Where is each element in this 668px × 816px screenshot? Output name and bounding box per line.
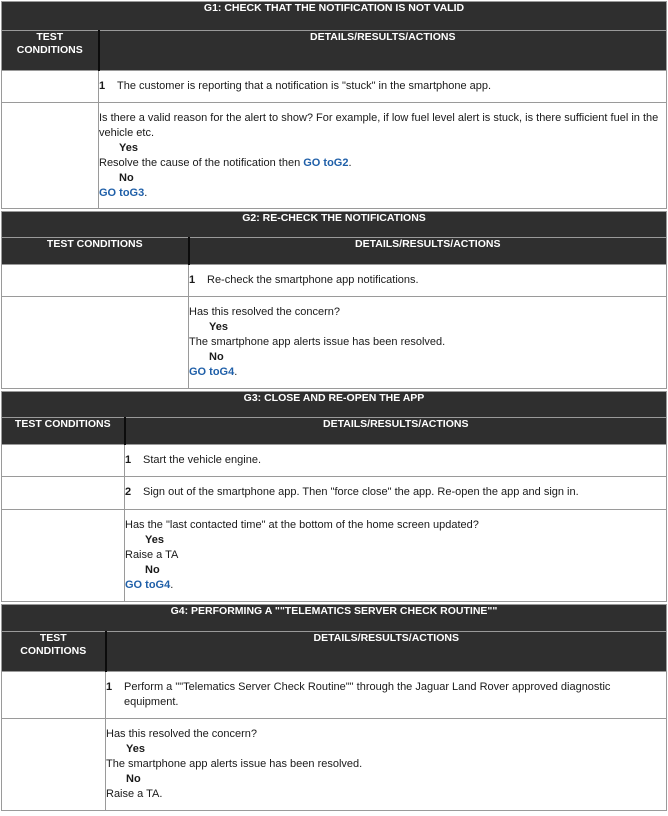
col-header-test-conditions: TEST CONDITIONS — [2, 418, 125, 445]
conditions-cell — [2, 297, 189, 389]
no-action: GO toG4. — [189, 366, 238, 378]
conditions-cell — [2, 103, 99, 209]
conditions-cell — [2, 477, 125, 510]
result-block — [189, 297, 667, 389]
section-g1 — [1, 1, 667, 209]
step-row — [106, 672, 667, 719]
step-number: 1 — [99, 80, 106, 92]
conditions-cell — [2, 719, 106, 811]
goto-g3-link[interactable]: GO toG3 — [99, 187, 145, 199]
no-label: No — [126, 773, 141, 785]
step-number: 1 — [125, 454, 132, 466]
conditions-cell — [2, 445, 125, 477]
conditions-cell — [2, 672, 106, 719]
step-text: Start the vehicle engine. — [143, 454, 262, 466]
result-block — [106, 719, 667, 811]
yes-label: Yes — [119, 142, 138, 154]
page — [0, 1, 668, 816]
col-header-details: DETAILS/RESULTS/ACTIONS — [189, 238, 667, 265]
goto-g4-link[interactable]: GO toG4 — [189, 366, 235, 378]
step-text: Perform a ""Telematics Server Check Routine"" through the Jaguar Land Rover approved diagnostic equipment. — [124, 681, 611, 708]
step-text: Re-check the smartphone app notifications. — [207, 274, 419, 286]
goto-g4-link[interactable]: GO toG4 — [125, 579, 171, 591]
step-number: 1 — [189, 274, 196, 286]
step-row — [189, 265, 667, 297]
section-g2 — [1, 211, 667, 389]
section-title: G2: RE-CHECK THE NOTIFICATIONS — [2, 212, 667, 238]
step-text: The customer is reporting that a notification is "stuck" in the smartphone app. — [117, 80, 492, 92]
no-label: No — [209, 351, 224, 363]
step-row — [125, 477, 667, 510]
section-title: G4: PERFORMING A ""TELEMATICS SERVER CHECK ROUTINE"" — [2, 605, 667, 632]
yes-label: Yes — [145, 534, 164, 546]
question-text: Is there a valid reason for the alert to show? For example, if low fuel level alert is stuck, is there sufficient fuel in the vehicle etc. — [99, 112, 659, 139]
step-row — [99, 71, 667, 103]
result-block — [125, 510, 667, 602]
goto-g2-link[interactable]: GO toG2 — [303, 157, 349, 169]
step-number: 2 — [125, 486, 132, 498]
yes-action: Resolve the cause of the notification then GO toG2. — [99, 157, 352, 169]
question-text: Has the "last contacted time" at the bottom of the home screen updated? — [125, 519, 479, 531]
yes-label: Yes — [126, 743, 145, 755]
conditions-cell — [2, 510, 125, 602]
col-header-details: DETAILS/RESULTS/ACTIONS — [106, 632, 667, 672]
yes-action: The smartphone app alerts issue has been resolved. — [189, 336, 446, 348]
no-action: Raise a TA. — [106, 788, 163, 800]
section-g4 — [1, 604, 667, 811]
step-number: 1 — [106, 681, 113, 693]
yes-action: The smartphone app alerts issue has been resolved. — [106, 758, 363, 770]
question-text: Has this resolved the concern? — [189, 306, 341, 318]
col-header-test-conditions: TEST CONDITIONS — [2, 238, 189, 265]
conditions-cell — [2, 265, 189, 297]
col-header-test-conditions: TEST CONDITIONS — [2, 31, 99, 71]
yes-label: Yes — [209, 321, 228, 333]
no-label: No — [119, 172, 134, 184]
question-text: Has this resolved the concern? — [106, 728, 258, 740]
no-action: GO toG4. — [125, 579, 174, 591]
section-g3 — [1, 391, 667, 602]
no-label: No — [145, 564, 160, 576]
no-action: GO toG3. — [99, 187, 148, 199]
conditions-cell — [2, 71, 99, 103]
section-title: G3: CLOSE AND RE-OPEN THE APP — [2, 392, 667, 418]
step-text: Sign out of the smartphone app. Then "force close" the app. Re-open the app and sign in. — [143, 486, 579, 498]
result-block — [99, 103, 667, 209]
section-title: G1: CHECK THAT THE NOTIFICATION IS NOT VALID — [2, 2, 667, 31]
step-row — [125, 445, 667, 477]
col-header-details: DETAILS/RESULTS/ACTIONS — [125, 418, 667, 445]
col-header-details: DETAILS/RESULTS/ACTIONS — [99, 31, 667, 71]
yes-action: Raise a TA — [125, 549, 179, 561]
col-header-test-conditions: TEST CONDITIONS — [2, 632, 106, 672]
